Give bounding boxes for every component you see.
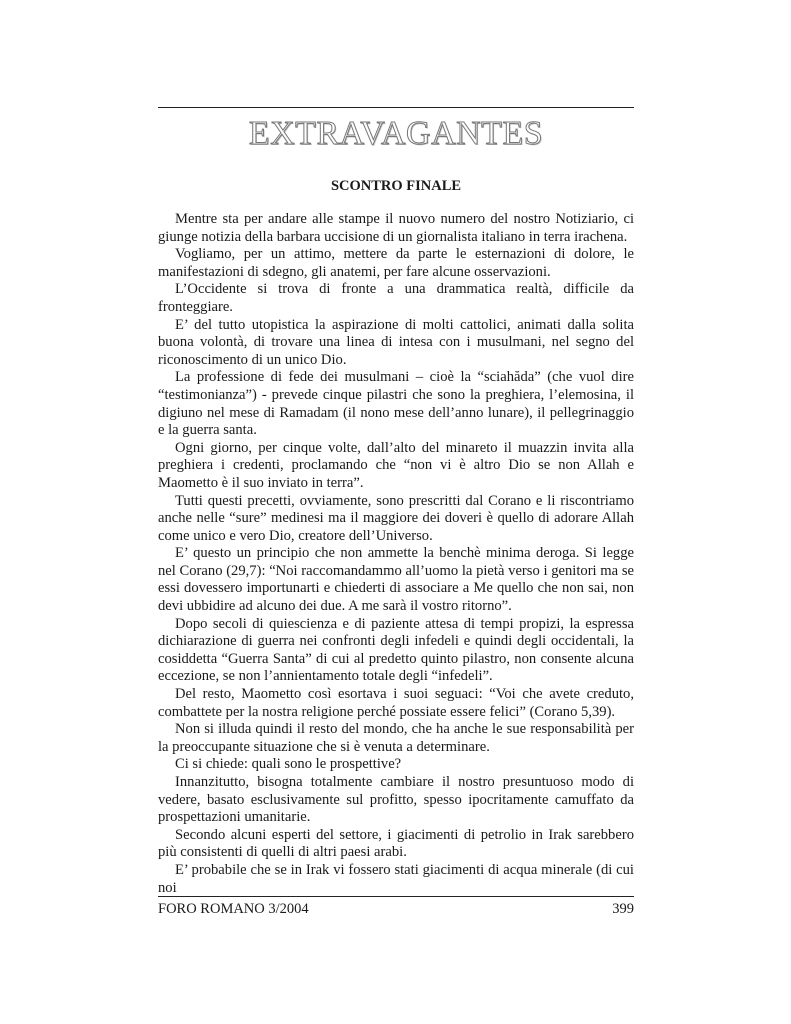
paragraph: La professione di fede dei musulmani – cioè la “sciahăda” (che vuol dire “testimonianza”) - prevede cinque pilastri che sono la preghiera, l’elemosina, il digiuno nel mese di Ramadam (il nono mese dell’anno lunare), il pellegrinaggio e la guerra santa.	[158, 369, 634, 439]
article-body	[158, 211, 634, 897]
paragraph: Innanzitutto, bisogna totalmente cambiare il nostro presuntuoso modo di vedere, basato esclusivamente sul profitto, spesso ipocritamente camuffato da prospettazioni umanitarie.	[158, 774, 634, 826]
paragraph: Non si illuda quindi il resto del mondo, che ha anche le sue responsabilità per la preoccupante situazione che si è venuta a determinare.	[158, 721, 634, 755]
paragraph: Secondo alcuni esperti del settore, i giacimenti di petrolio in Irak sarebbero più consistenti di quelli di altri paesi arabi.	[158, 826, 634, 861]
paragraph: Dopo secoli di quiescienza e di paziente attesa di tempi propizi, la espressa dichiarazione di guerra nei confronti degli infedeli e quindi degli occidentali, la cosiddetta “Guerra Santa” di cui al predetto quinto pilastro, non consente alcuna eccezione, se non l’annientamento totale degli “infedeli”.	[158, 615, 634, 685]
paragraph: Ci si chiede: quali sono le prospettive?	[175, 756, 402, 773]
document-page	[158, 0, 634, 1024]
paragraph: Del resto, Maometto così esortava i suoi seguaci: “Voi che avete creduto, combattete per la nostra religione perché possiate essere felici” (Corano 5,39).	[158, 686, 634, 720]
publication-label: FORO ROMANO 3/2004	[158, 901, 309, 917]
paragraph: Mentre sta per andare alle stampe il nuovo numero del nostro Notiziario, ci giunge notizia della barbara uccisione di un giornalista italiano in terra irachena.	[158, 211, 634, 245]
header-rule	[158, 107, 634, 108]
paragraph: L’Occidente si trova di fronte a una drammatica realtà, difficile da fronteggiare.	[158, 281, 634, 315]
paragraph: E’ probabile che se in Irak vi fossero stati giacimenti di acqua minerale (di cui noi	[158, 861, 634, 896]
page-number: 399	[612, 901, 634, 917]
paragraph: Vogliamo, per un attimo, mettere da parte le esternazioni di dolore, le manifestazioni di sdegno, gli anatemi, per fare alcune osservazioni.	[158, 246, 634, 280]
section-title: EXTRAVAGANTES	[248, 115, 544, 152]
article-title: SCONTRO FINALE	[330, 178, 462, 194]
paragraph: Ogni giorno, per cinque volte, dall’alto del minareto il muazzin invita alla preghiera i credenti, proclamando che “non vi è altro Dio se non Allah e Maometto è il suo inviato in terra”.	[158, 439, 634, 491]
footer-rule	[158, 896, 634, 897]
paragraph: Tutti questi precetti, ovviamente, sono prescritti dal Corano e li riscontriamo anche nelle “sure” medinesi ma il maggiore dei doveri è quello di adorare Allah come unico e vero Dio, creatore dell’Universo.	[158, 492, 634, 544]
paragraph: E’ questo un principio che non ammette la benchè minima deroga. Si legge nel Corano (29,7): “Noi raccomandammo all’uomo la pietà verso i genitori ma se essi dovessero importunarti e chiederti di associare a Me quello che non sai, non devi ubbidire ad alcuno dei due. A me sarà il vostro ritorno”.	[158, 545, 634, 615]
paragraph: E’ del tutto utopistica la aspirazione di molti cattolici, animati dalla solita buona volontà, di trovare una linea di intesa con i musulmani, nel segno del riconoscimento di un unico Dio.	[158, 316, 634, 368]
